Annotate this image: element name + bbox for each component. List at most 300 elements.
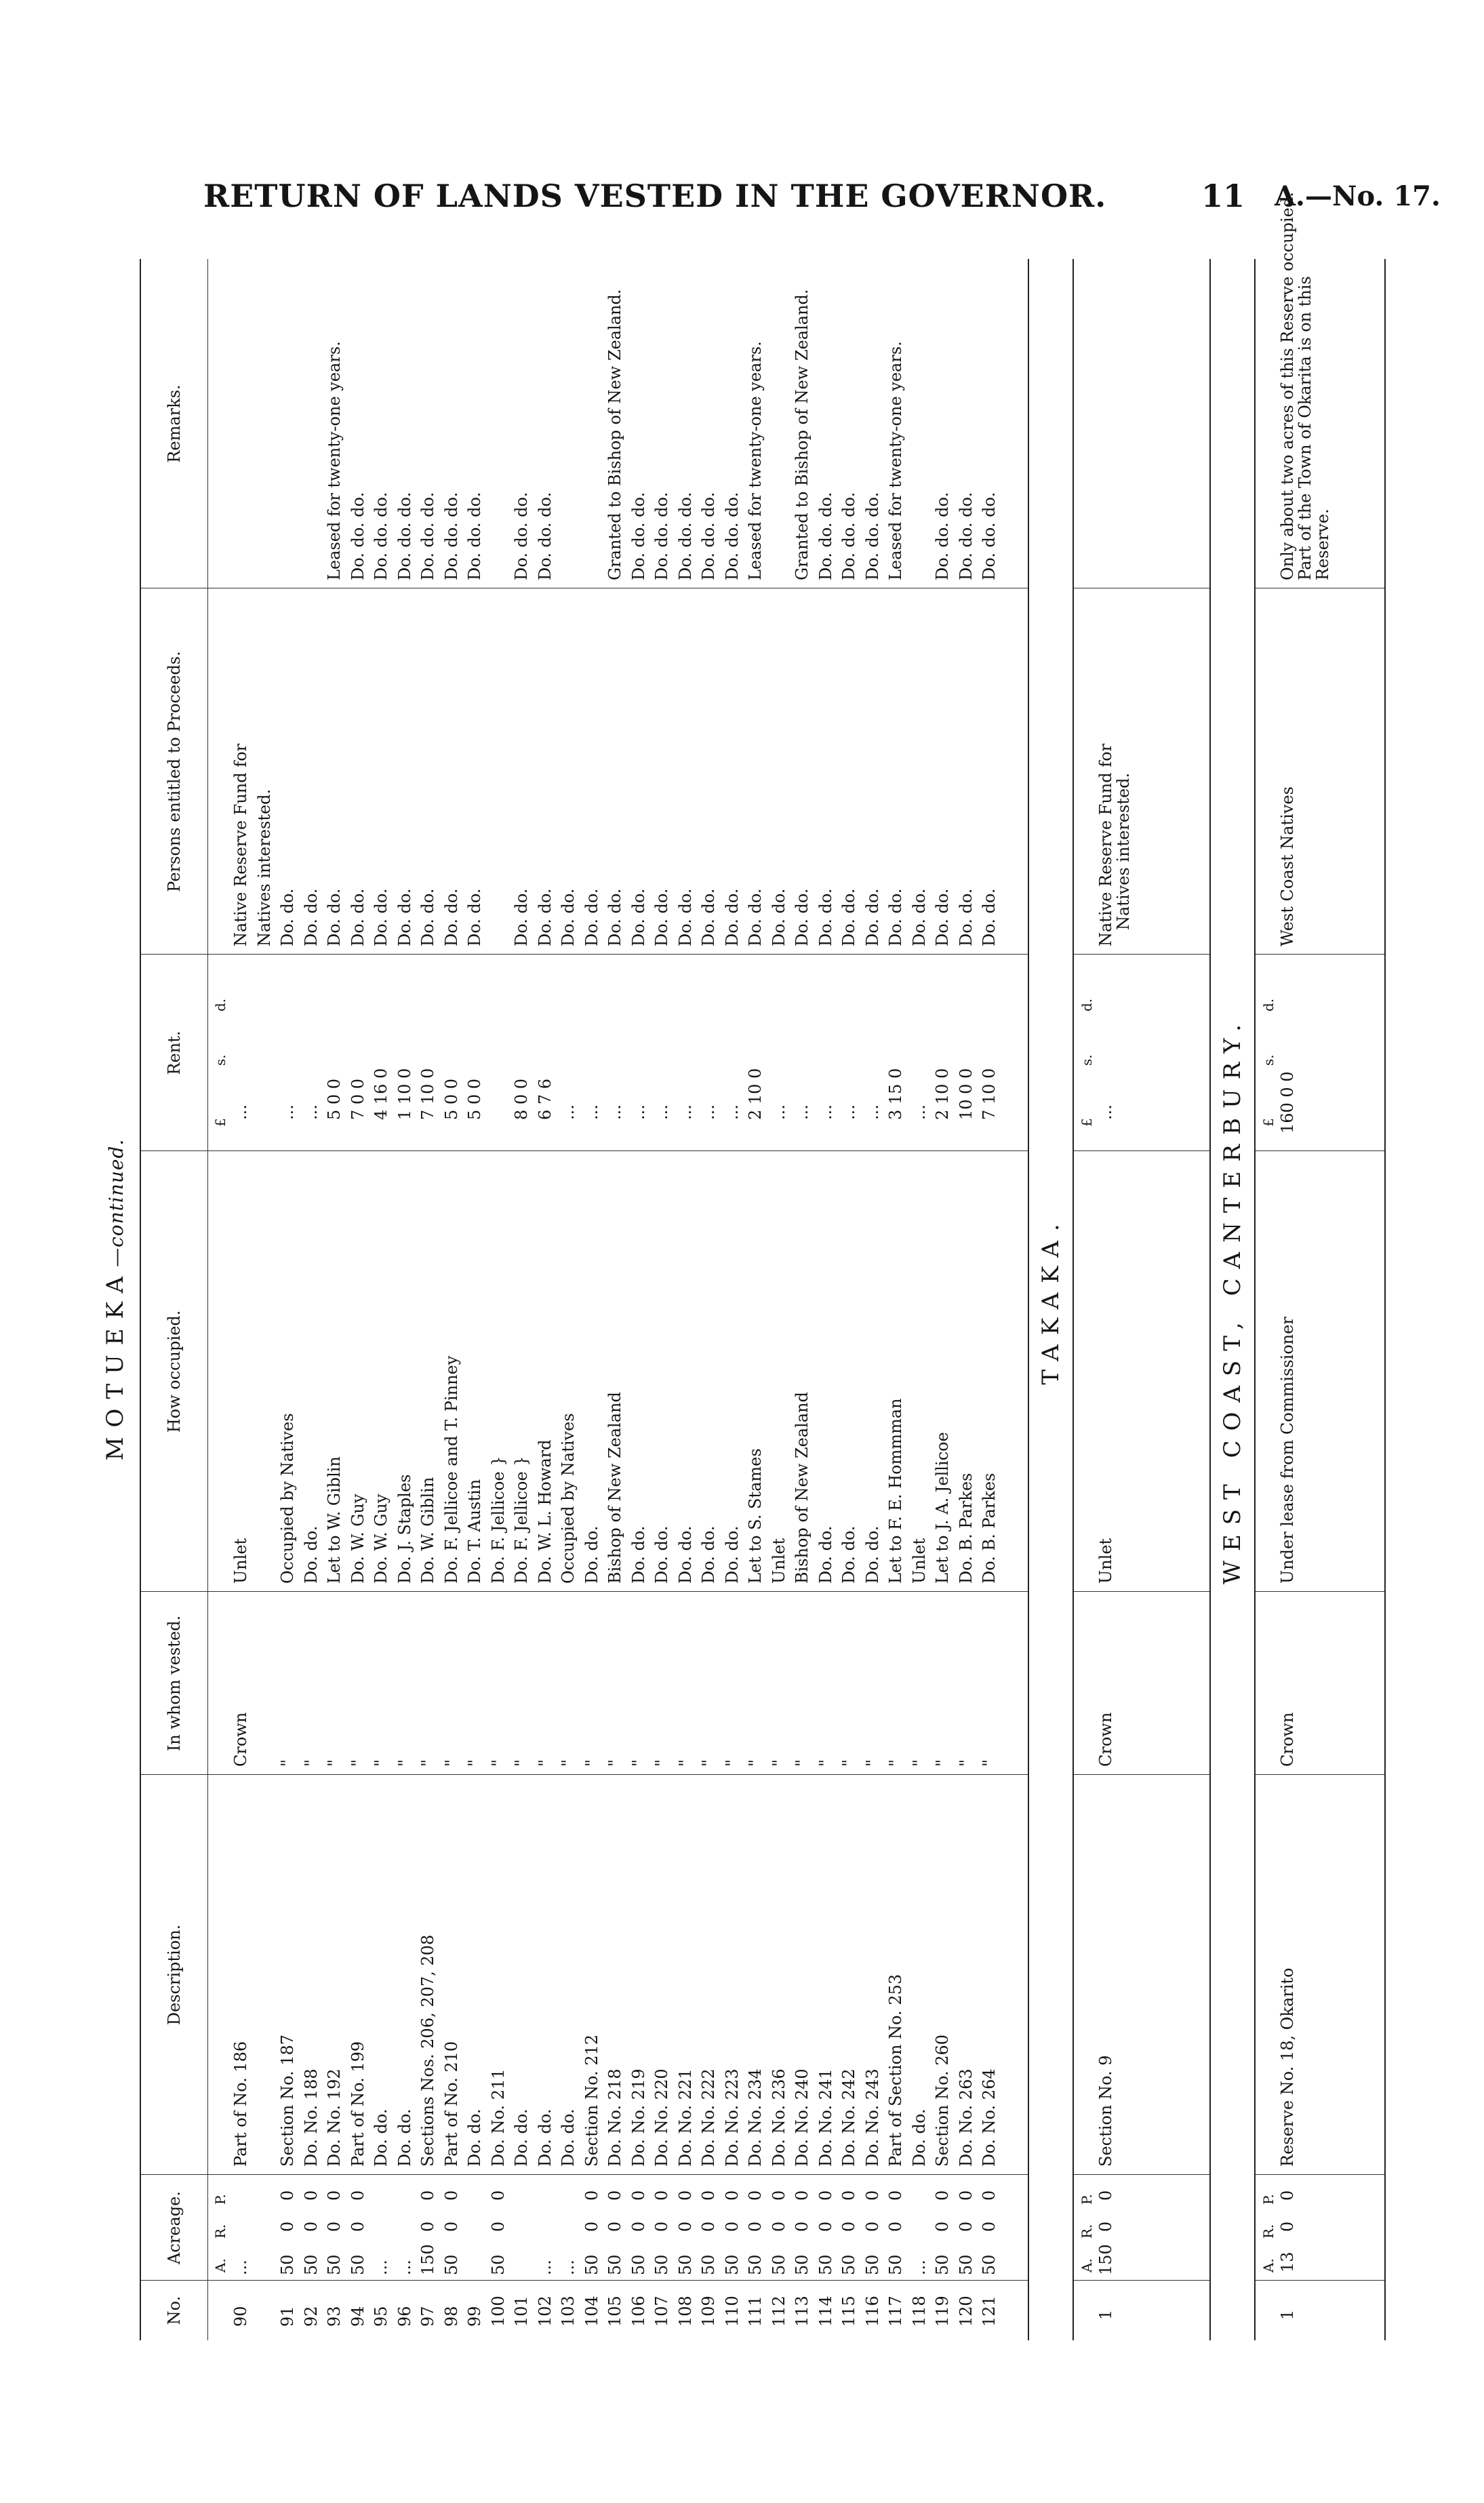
cell-rent: ... xyxy=(231,1104,250,1120)
cell-persons-continued: Natives interested. xyxy=(1114,772,1133,930)
cell-no: 99 xyxy=(465,2306,484,2327)
cell-roods: 0 xyxy=(1096,2221,1115,2232)
table-row xyxy=(957,259,975,2340)
cell-vested: " xyxy=(535,1759,555,1767)
unit-acres: A. xyxy=(1079,2258,1095,2272)
cell-perches: 0 xyxy=(839,2190,858,2201)
cell-description: Part of No. 210 xyxy=(441,2041,461,2167)
cell-perches: 0 xyxy=(793,2190,811,2201)
takaka-table xyxy=(1072,259,1211,2340)
cell-description: Section No. 187 xyxy=(278,2034,297,2167)
cell-remarks: Do. do. do. xyxy=(441,492,461,580)
cell-vested: " xyxy=(862,1759,882,1767)
unit-pence: d. xyxy=(1079,998,1095,1012)
unit-pounds: £ xyxy=(1260,1118,1277,1127)
cell-vested: " xyxy=(769,1759,788,1767)
cell-rent: 2 10 0 xyxy=(746,1068,765,1120)
cell-perches: 0 xyxy=(886,2190,905,2201)
cell-how-occupied: Do. do. xyxy=(675,1525,695,1584)
cell-acres: 50 xyxy=(816,2254,835,2275)
cell-rent: ... xyxy=(652,1104,671,1120)
table-row xyxy=(419,259,437,2340)
cell-no: 112 xyxy=(769,2296,788,2327)
cell-perches: 0 xyxy=(699,2190,718,2201)
west-coast-table xyxy=(1254,192,1386,2340)
col-header-in-whom-vested: In whom vested. xyxy=(165,1615,184,1752)
cell-description: Do. No. 221 xyxy=(675,2068,695,2167)
cell-perches: 0 xyxy=(301,2190,321,2201)
table-row xyxy=(840,259,858,2340)
cell-acres: 150 xyxy=(1096,2244,1115,2275)
cell-roods: 0 xyxy=(699,2221,718,2232)
cell-acres: ... xyxy=(395,2260,414,2275)
units-row xyxy=(212,259,229,2340)
cell-persons: Do. do. xyxy=(395,888,414,946)
cell-vested: " xyxy=(441,1759,461,1767)
cell-remarks: Granted to Bishop of New Zealand. xyxy=(605,289,624,580)
cell-acres: 50 xyxy=(769,2254,788,2275)
unit-shillings: s. xyxy=(212,1054,228,1066)
cell-persons: Do. do. xyxy=(652,888,671,946)
cell-roods: 0 xyxy=(652,2221,671,2232)
unit-shillings: s. xyxy=(1079,1054,1095,1066)
cell-rent: ... xyxy=(301,1104,321,1120)
unit-perches: P. xyxy=(1079,2194,1095,2205)
table-row xyxy=(466,259,483,2340)
cell-vested: " xyxy=(722,1759,742,1767)
unit-pence: d. xyxy=(212,998,228,1012)
unit-perches: P. xyxy=(212,2194,228,2205)
cell-persons: Do. do. xyxy=(816,888,835,946)
cell-rent: ... xyxy=(909,1104,929,1120)
table-row xyxy=(349,259,367,2340)
cell-roods: 0 xyxy=(886,2221,905,2232)
cell-how-occupied: Bishop of New Zealand xyxy=(793,1392,811,1584)
cell-description: Do. No. 236 xyxy=(769,2068,788,2167)
cell-no: 121 xyxy=(980,2296,999,2327)
cell-description: Part of Section No. 253 xyxy=(886,1974,905,2167)
cell-no: 104 xyxy=(582,2296,601,2327)
cell-rent: 160 0 0 xyxy=(1278,1071,1297,1134)
cell-persons: Do. do. xyxy=(535,888,555,946)
table-row xyxy=(887,259,904,2340)
cell-remarks: Do. do. do. xyxy=(535,492,555,580)
cell-how-occupied: Let to J. A. Jellicoe xyxy=(933,1432,952,1584)
cell-persons: Do. do. xyxy=(582,888,601,946)
cell-roods: 0 xyxy=(278,2221,297,2232)
section-title-motueka xyxy=(102,259,129,2340)
cell-rent: 6 7 6 xyxy=(535,1078,555,1120)
cell-persons: West Coast Natives xyxy=(1278,786,1297,946)
cell-roods: 0 xyxy=(793,2221,811,2232)
table-row xyxy=(559,259,577,2340)
table-row xyxy=(864,259,881,2340)
cell-description: Part of No. 199 xyxy=(348,2041,367,2167)
cell-roods: 0 xyxy=(956,2221,976,2232)
cell-how-occupied: Unlet xyxy=(231,1538,250,1584)
cell-vested: " xyxy=(605,1759,624,1767)
cell-no: 102 xyxy=(535,2296,555,2327)
cell-description: Do. No. 263 xyxy=(956,2068,976,2167)
cell-perches: 0 xyxy=(746,2190,765,2201)
table-row xyxy=(279,259,296,2340)
cell-vested: " xyxy=(793,1759,811,1767)
cell-how-occupied: Do. W. L. Howard xyxy=(535,1439,555,1584)
cell-remarks: Do. do. do. xyxy=(862,492,882,580)
cell-acres: 50 xyxy=(956,2254,976,2275)
cell-acres: 50 xyxy=(862,2254,882,2275)
cell-perches: 0 xyxy=(628,2190,648,2201)
cell-no: 119 xyxy=(933,2296,952,2327)
cell-no: 114 xyxy=(816,2296,835,2327)
cell-acres: ... xyxy=(909,2260,929,2275)
cell-persons: Do. do. xyxy=(839,888,858,946)
cell-roods: 0 xyxy=(816,2221,835,2232)
table-row xyxy=(489,259,507,2340)
cell-description: Do. No. 240 xyxy=(793,2068,811,2167)
cell-perches: 0 xyxy=(348,2190,367,2201)
cell-roods: 0 xyxy=(769,2221,788,2232)
cell-persons: Do. do. xyxy=(886,888,905,946)
cell-persons: Do. do. xyxy=(722,888,742,946)
cell-rent: ... xyxy=(605,1104,624,1120)
col-header-no: No. xyxy=(165,2296,184,2325)
cell-description: Section No. 212 xyxy=(582,2034,601,2167)
table-row xyxy=(513,259,530,2340)
cell-no: 97 xyxy=(418,2306,437,2327)
cell-acres: 50 xyxy=(933,2254,952,2275)
cell-persons: Do. do. xyxy=(301,888,321,946)
table-row xyxy=(630,259,647,2340)
cell-how-occupied: Do. do. xyxy=(699,1525,718,1584)
cell-persons: Do. do. xyxy=(605,888,624,946)
cell-persons: Do. do. xyxy=(933,888,952,946)
cell-persons: Do. do. xyxy=(746,888,765,946)
table-row xyxy=(232,259,249,2340)
cell-perches: 0 xyxy=(980,2190,999,2201)
cell-perches: 0 xyxy=(1278,2190,1297,2201)
cell-perches: 0 xyxy=(769,2190,788,2201)
cell-description: Do. No. 241 xyxy=(816,2068,835,2167)
cell-persons: Do. do. xyxy=(418,888,437,946)
cell-vested: " xyxy=(699,1759,718,1767)
cell-remarks: Do. do. do. xyxy=(816,492,835,580)
table-row xyxy=(256,259,273,2340)
cell-vested: " xyxy=(933,1759,952,1767)
table-row xyxy=(606,259,624,2340)
motueka-table xyxy=(140,259,1029,2340)
cell-remarks: Do. do. do. xyxy=(418,492,437,580)
cell-perches: 0 xyxy=(722,2190,742,2201)
cell-vested: " xyxy=(886,1759,905,1767)
cell-no: 92 xyxy=(301,2306,321,2327)
cell-remarks: Do. do. do. xyxy=(348,492,367,580)
cell-perches: 0 xyxy=(675,2190,695,2201)
cell-persons: Do. do. xyxy=(909,888,929,946)
unit-acres: A. xyxy=(1260,2258,1277,2272)
cell-how-occupied: Do. B. Parkes xyxy=(980,1473,999,1584)
cell-vested: " xyxy=(582,1759,601,1767)
cell-persons: Do. do. xyxy=(559,888,578,946)
cell-perches: 0 xyxy=(652,2190,671,2201)
cell-no: 109 xyxy=(699,2296,718,2327)
cell-no: 90 xyxy=(231,2306,250,2327)
cell-roods: 0 xyxy=(441,2221,461,2232)
cell-rent: ... xyxy=(722,1104,742,1120)
cell-description: Do. No. 219 xyxy=(628,2068,648,2167)
table-row xyxy=(583,259,601,2340)
cell-persons: Do. do. xyxy=(372,888,390,946)
page-number: 11 xyxy=(1201,178,1245,214)
table-row xyxy=(793,259,811,2340)
section-title-west-coast: WEST COAST, CANTERBURY. xyxy=(1219,1014,1246,1585)
cell-rent: 3 15 0 xyxy=(886,1068,905,1120)
cell-how-occupied: Under lease from Commissioner xyxy=(1278,1317,1297,1584)
cell-roods: 0 xyxy=(488,2221,508,2232)
cell-acres: 50 xyxy=(628,2254,648,2275)
cell-rent: ... xyxy=(628,1104,648,1120)
cell-vested: " xyxy=(746,1759,765,1767)
cell-vested: " xyxy=(909,1759,929,1767)
takaka-row-continued xyxy=(1115,259,1132,2340)
takaka-units-row xyxy=(1078,259,1096,2340)
cell-perches: 0 xyxy=(418,2190,437,2201)
west-coast-row xyxy=(1278,192,1297,2340)
cell-how-occupied: Do. do. xyxy=(301,1525,321,1584)
cell-how-occupied: Do. B. Parkes xyxy=(956,1473,976,1584)
cell-acres: ... xyxy=(535,2260,555,2275)
cell-no: 115 xyxy=(839,2296,858,2327)
cell-rent: ... xyxy=(278,1104,297,1120)
col-header-how-occupied: How occupied. xyxy=(165,1310,184,1433)
cell-remarks: Do. do. do. xyxy=(465,492,484,580)
cell-description: Do. No. 188 xyxy=(301,2068,321,2167)
table-row xyxy=(302,259,320,2340)
cell-perches: 0 xyxy=(933,2190,952,2201)
cell-persons: Do. do. xyxy=(278,888,297,946)
table-row xyxy=(910,259,928,2340)
cell-persons: Natives interested. xyxy=(254,788,274,946)
cell-how-occupied: Do. W. Guy xyxy=(372,1494,390,1584)
cell-persons: Do. do. xyxy=(512,888,531,946)
cell-how-occupied: Occupied by Natives xyxy=(278,1413,297,1584)
cell-description: Do. No. 242 xyxy=(839,2068,858,2167)
cell-no: 1 xyxy=(1096,2309,1115,2320)
cell-description: Do. No. 222 xyxy=(699,2068,718,2167)
unit-pounds: £ xyxy=(212,1118,228,1127)
cell-description: Do. do. xyxy=(535,2108,555,2167)
cell-remarks-continued-2: Reserve. xyxy=(1313,508,1332,580)
cell-perches: 0 xyxy=(862,2190,882,2201)
cell-how-occupied: Do. F. Jellicoe } xyxy=(512,1456,531,1584)
cell-no: 111 xyxy=(746,2296,765,2327)
cell-no: 93 xyxy=(325,2306,344,2327)
cell-no: 96 xyxy=(395,2306,414,2327)
cell-roods: 0 xyxy=(933,2221,952,2232)
cell-roods: 0 xyxy=(839,2221,858,2232)
cell-description: Part of No. 186 xyxy=(231,2041,250,2167)
cell-description: Section No. 260 xyxy=(933,2034,952,2167)
west-coast-row-continued xyxy=(1296,259,1314,2340)
cell-acres: 50 xyxy=(325,2254,344,2275)
cell-acres: 50 xyxy=(488,2254,508,2275)
cell-roods: 0 xyxy=(418,2221,437,2232)
table-row xyxy=(536,259,554,2340)
cell-description: Do. No. 264 xyxy=(980,2068,999,2167)
col-header-description: Description. xyxy=(165,1924,184,2026)
cell-perches: 0 xyxy=(278,2190,297,2201)
cell-description: Do. do. xyxy=(512,2108,531,2167)
cell-acres: 50 xyxy=(301,2254,321,2275)
cell-description: Do. do. xyxy=(909,2108,929,2167)
unit-shillings: s. xyxy=(1260,1054,1277,1066)
cell-description: Reserve No. 18, Okarito xyxy=(1278,1967,1297,2167)
cell-how-occupied: Do. W. Giblin xyxy=(418,1477,437,1584)
cell-rent: 5 0 0 xyxy=(325,1078,344,1120)
cell-perches: 0 xyxy=(816,2190,835,2201)
cell-description: Do. No. 218 xyxy=(605,2068,624,2167)
cell-rent: 1 10 0 xyxy=(395,1068,414,1120)
table-row xyxy=(770,259,788,2340)
cell-rent: ... xyxy=(675,1104,695,1120)
cell-rent: 7 10 0 xyxy=(980,1068,999,1120)
cell-remarks: Do. do. do. xyxy=(933,492,952,580)
cell-description: Do. do. xyxy=(465,2108,484,2167)
table-row xyxy=(396,259,414,2340)
cell-persons: Native Reserve Fund for xyxy=(231,743,250,946)
cell-how-occupied: Do. J. Staples xyxy=(395,1474,414,1584)
cell-remarks: Do. do. do. xyxy=(722,492,742,580)
cell-roods: 0 xyxy=(582,2221,601,2232)
cell-remarks: Do. do. do. xyxy=(628,492,648,580)
cell-how-occupied: Do. do. xyxy=(582,1525,601,1584)
west-coast-row-continued-2 xyxy=(1314,259,1331,2340)
cell-acres: 50 xyxy=(348,2254,367,2275)
cell-vested: Crown xyxy=(231,1712,250,1767)
cell-rent: 4 16 0 xyxy=(372,1068,390,1120)
cell-remarks: Do. do. do. xyxy=(512,492,531,580)
cell-perches: 0 xyxy=(605,2190,624,2201)
cell-remarks: Do. do. do. xyxy=(652,492,671,580)
cell-how-occupied: Unlet xyxy=(909,1538,929,1584)
cell-rent: ... xyxy=(559,1104,578,1120)
cell-acres: 50 xyxy=(793,2254,811,2275)
cell-how-occupied: Do. do. xyxy=(652,1525,671,1584)
cell-perches: 0 xyxy=(582,2190,601,2201)
cell-remarks: Do. do. do. xyxy=(675,492,695,580)
cell-vested: Crown xyxy=(1278,1712,1297,1767)
cell-persons: Native Reserve Fund for xyxy=(1096,743,1115,946)
cell-vested: Crown xyxy=(1096,1712,1115,1767)
cell-persons: Do. do. xyxy=(793,888,811,946)
cell-roods: 0 xyxy=(862,2221,882,2232)
col-header-remarks: Remarks. xyxy=(165,384,184,463)
cell-persons: Do. do. xyxy=(441,888,461,946)
cell-rent: ... xyxy=(839,1104,858,1120)
unit-roods: R. xyxy=(1079,2224,1095,2239)
cell-rent: 7 10 0 xyxy=(418,1068,437,1120)
cell-description: Section No. 9 xyxy=(1096,2055,1115,2167)
cell-acres: 50 xyxy=(582,2254,601,2275)
col-header-rent: Rent. xyxy=(165,1030,184,1075)
cell-vested: " xyxy=(325,1759,344,1767)
cell-how-occupied: Bishop of New Zealand xyxy=(605,1392,624,1584)
cell-persons: Do. do. xyxy=(980,888,999,946)
cell-persons: Do. do. xyxy=(465,888,484,946)
cell-acres: 13 xyxy=(1278,2251,1297,2272)
cell-how-occupied: Do. do. xyxy=(839,1525,858,1584)
col-header-persons-entitled: Persons entitled to Proceeds. xyxy=(165,651,184,892)
cell-roods: 0 xyxy=(628,2221,648,2232)
cell-rent: ... xyxy=(816,1104,835,1120)
cell-vested: " xyxy=(628,1759,648,1767)
cell-remarks: Do. do. do. xyxy=(980,492,999,580)
cell-how-occupied: Do. F. Jellicoe } xyxy=(488,1456,508,1584)
cell-description: Do. No. 211 xyxy=(488,2068,508,2167)
cell-roods: 0 xyxy=(1278,2221,1297,2232)
unit-pence: d. xyxy=(1260,998,1277,1012)
cell-rent: 7 0 0 xyxy=(348,1078,367,1120)
cell-perches: 0 xyxy=(488,2190,508,2201)
unit-roods: R. xyxy=(1260,2224,1277,2239)
cell-acres: 50 xyxy=(699,2254,718,2275)
cell-remarks: Granted to Bishop of New Zealand. xyxy=(793,289,811,580)
table-row xyxy=(980,259,998,2340)
cell-vested: " xyxy=(348,1759,367,1767)
takaka-row xyxy=(1097,259,1115,2340)
cell-persons: Do. do. xyxy=(628,888,648,946)
table-row xyxy=(677,259,694,2340)
cell-how-occupied: Do. do. xyxy=(722,1525,742,1584)
cell-description: Do. No. 220 xyxy=(652,2068,671,2167)
cell-remarks: Only about two acres of this Reserve occupied. xyxy=(1278,192,1297,580)
cell-how-occupied: Unlet xyxy=(769,1538,788,1584)
cell-vested: " xyxy=(418,1759,437,1767)
cell-vested: " xyxy=(372,1759,390,1767)
table-row xyxy=(746,259,764,2340)
table-row xyxy=(325,259,343,2340)
cell-roods: 0 xyxy=(605,2221,624,2232)
cell-remarks: Do. do. do. xyxy=(956,492,976,580)
cell-acres: ... xyxy=(372,2260,390,2275)
cell-roods: 0 xyxy=(746,2221,765,2232)
cell-persons: Do. do. xyxy=(862,888,882,946)
cell-remarks-continued: Part of the Town of Okarita is on this xyxy=(1296,276,1315,580)
cell-perches: 0 xyxy=(325,2190,344,2201)
cell-how-occupied: Let to F. E. Hommman xyxy=(886,1398,905,1584)
cell-persons: Do. do. xyxy=(325,888,344,946)
section-title-takaka: TAKAKA. xyxy=(1037,1214,1064,1385)
cell-remarks: Do. do. do. xyxy=(839,492,858,580)
col-header-acreage: Acreage. xyxy=(165,2191,184,2264)
unit-roods: R. xyxy=(212,2224,228,2239)
header-rule xyxy=(207,259,208,2340)
cell-how-occupied: Do. W. Guy xyxy=(348,1494,367,1584)
cell-no: 116 xyxy=(862,2296,882,2327)
cell-vested: " xyxy=(980,1759,999,1767)
table-row xyxy=(443,259,460,2340)
cell-how-occupied: Do. F. Jellicoe and T. Pinney xyxy=(441,1355,461,1584)
cell-vested: " xyxy=(512,1759,531,1767)
cell-persons: Do. do. xyxy=(675,888,695,946)
cell-vested: " xyxy=(559,1759,578,1767)
table-row xyxy=(653,259,670,2340)
motueka-continued: —continued. xyxy=(105,1138,127,1267)
cell-acres: 50 xyxy=(722,2254,742,2275)
cell-rent: 2 10 0 xyxy=(933,1068,952,1120)
cell-acres: 50 xyxy=(839,2254,858,2275)
cell-persons: Do. do. xyxy=(348,888,367,946)
